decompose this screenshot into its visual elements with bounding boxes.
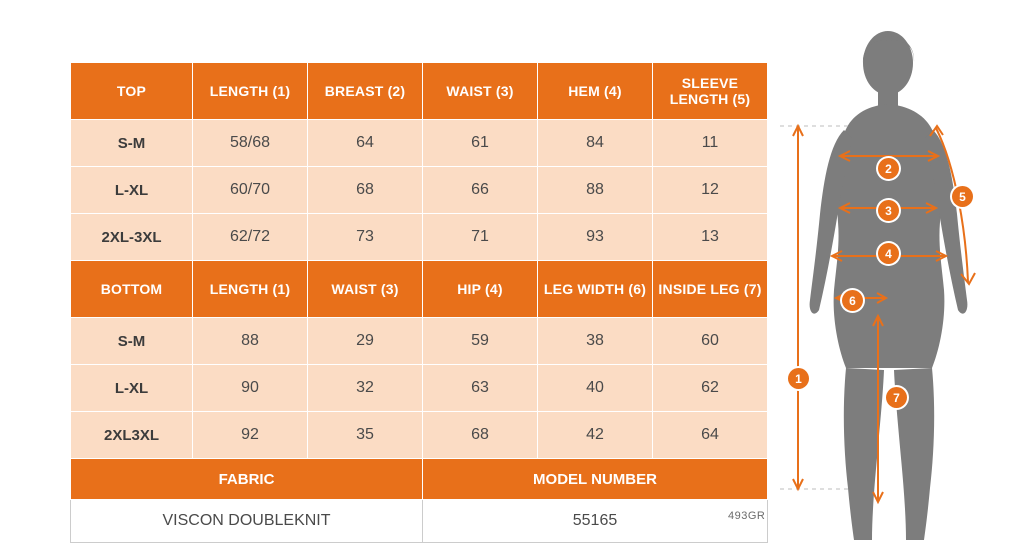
product-code-label: 493GR (728, 510, 766, 522)
footer-header-row (71, 459, 768, 500)
measurement-figure-panel (780, 18, 1024, 556)
badge-total-length: 1 (788, 368, 809, 389)
header-cell-breast: BREAST (2) (308, 63, 423, 120)
cell-breast: 64 (308, 120, 423, 167)
header-cell-leg-width: LEG WIDTH (6) (538, 261, 653, 318)
header-cell-length: LENGTH (1) (193, 63, 308, 120)
header-cell-length: LENGTH (1) (193, 261, 308, 318)
cell-length: 88 (193, 318, 308, 365)
badge-sleeve-length: 5 (952, 186, 973, 207)
badge-waist: 3 (878, 200, 899, 221)
header-cell-fabric: FABRIC (71, 459, 423, 500)
cell-length: 58/68 (193, 120, 308, 167)
table-row (71, 214, 768, 261)
badge-hip-hem: 4 (878, 243, 899, 264)
cell-hip: 68 (423, 412, 538, 459)
table-row (71, 120, 768, 167)
cell-length: 90 (193, 365, 308, 412)
cell-waist: 61 (423, 120, 538, 167)
footer-values-row (71, 500, 768, 543)
cell-hem: 93 (538, 214, 653, 261)
row-label: L-XL (71, 365, 193, 412)
top-section-header-row (71, 63, 768, 120)
header-cell-inside-leg: INSIDE LEG (7) (653, 261, 768, 318)
bottom-section-header-row (71, 261, 768, 318)
body-silhouette (810, 31, 968, 540)
row-label: 2XL3XL (71, 412, 193, 459)
cell-hem: 84 (538, 120, 653, 167)
cell-fabric-value: VISCON DOUBLEKNIT (71, 500, 423, 543)
cell-waist: 71 (423, 214, 538, 261)
row-label: 2XL-3XL (71, 214, 193, 261)
cell-inside-leg: 62 (653, 365, 768, 412)
cell-length: 92 (193, 412, 308, 459)
header-cell-bottom: BOTTOM (71, 261, 193, 318)
table-row (71, 412, 768, 459)
cell-leg-width: 42 (538, 412, 653, 459)
cell-inside-leg: 64 (653, 412, 768, 459)
row-label: S-M (71, 318, 193, 365)
cell-waist: 29 (308, 318, 423, 365)
row-label: L-XL (71, 167, 193, 214)
cell-breast: 73 (308, 214, 423, 261)
badge-leg-width: 6 (842, 290, 863, 311)
cell-breast: 68 (308, 167, 423, 214)
cell-waist: 35 (308, 412, 423, 459)
cell-sleeve-length: 11 (653, 120, 768, 167)
cell-model-number-value: 55165 (423, 500, 768, 543)
size-chart-table (70, 62, 768, 543)
arrow-total-length (793, 126, 803, 489)
cell-hem: 88 (538, 167, 653, 214)
cell-leg-width: 40 (538, 365, 653, 412)
cell-length: 62/72 (193, 214, 308, 261)
table-row (71, 318, 768, 365)
header-cell-model-number: MODEL NUMBER (423, 459, 768, 500)
cell-hip: 63 (423, 365, 538, 412)
header-cell-hip: HIP (4) (423, 261, 538, 318)
header-cell-waist: WAIST (3) (423, 63, 538, 120)
table-row (71, 365, 768, 412)
cell-sleeve-length: 12 (653, 167, 768, 214)
cell-inside-leg: 60 (653, 318, 768, 365)
badge-inside-leg: 7 (886, 387, 907, 408)
cell-waist: 66 (423, 167, 538, 214)
header-cell-top: TOP (71, 63, 193, 120)
cell-length: 60/70 (193, 167, 308, 214)
cell-sleeve-length: 13 (653, 214, 768, 261)
header-cell-hem: HEM (4) (538, 63, 653, 120)
cell-leg-width: 38 (538, 318, 653, 365)
table-row (71, 167, 768, 214)
header-cell-sleeve-length: SLEEVE LENGTH (5) (653, 63, 768, 120)
cell-waist: 32 (308, 365, 423, 412)
cell-hip: 59 (423, 318, 538, 365)
female-body-silhouette-diagram (780, 18, 1024, 556)
badge-breast: 2 (878, 158, 899, 179)
header-cell-waist: WAIST (3) (308, 261, 423, 318)
row-label: S-M (71, 120, 193, 167)
